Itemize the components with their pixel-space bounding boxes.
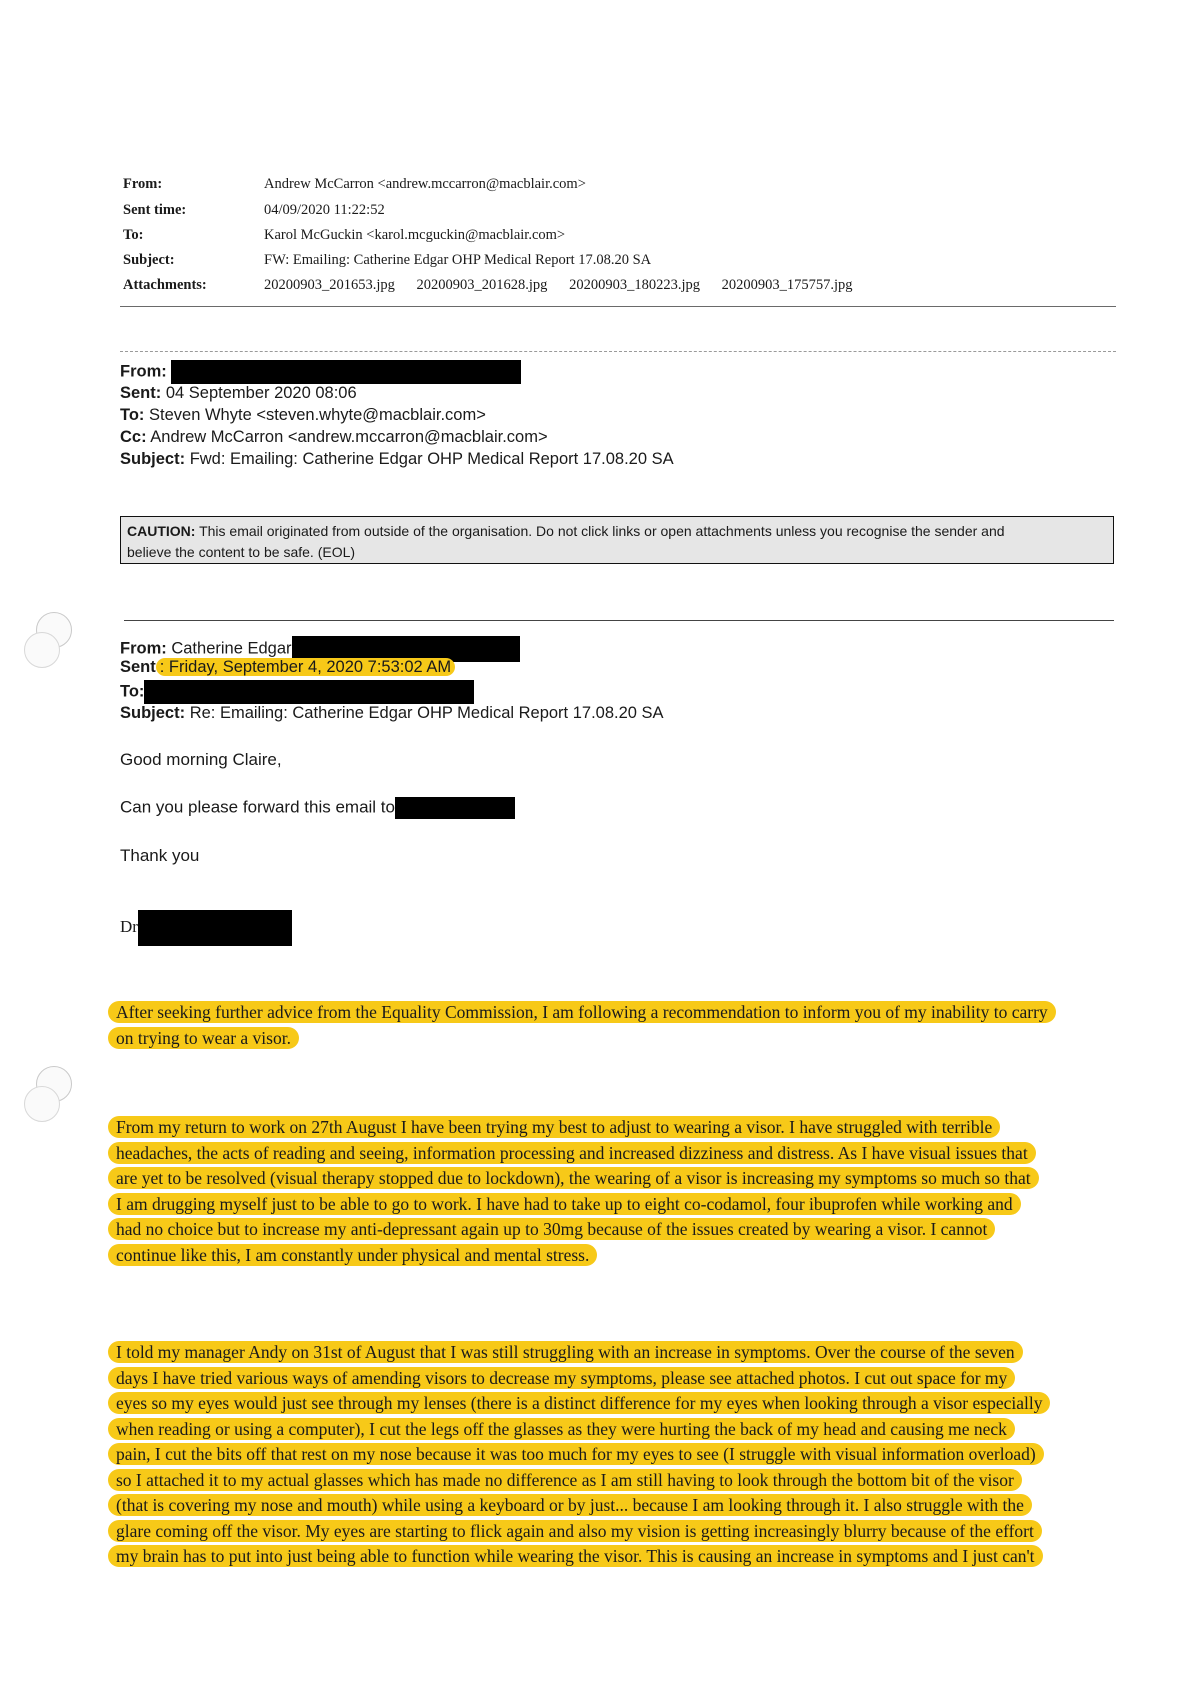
paragraph-line: eyes so my eyes would just see through my lenses (there is a distinct difference for my eyes when looking through a visor especially bbox=[108, 1391, 1128, 1417]
reply-sent-label: Sent bbox=[120, 658, 156, 676]
header-sent-value: 04/09/2020 11:22:52 bbox=[264, 202, 385, 218]
forward-to-label: To: bbox=[120, 406, 145, 424]
attachment-item[interactable]: 20200903_201653.jpg bbox=[264, 277, 395, 293]
header-to-value: Karol McGuckin <karol.mcguckin@macblair.com> bbox=[264, 227, 566, 243]
reply-to-row bbox=[120, 680, 474, 704]
paragraph-line: I am drugging myself just to be able to go to work. I have had to take up to eight co-codamol, four ibuprofen while working and bbox=[108, 1192, 1128, 1218]
header-from-label: From: bbox=[123, 176, 163, 192]
attachment-item[interactable]: 20200903_201628.jpg bbox=[416, 277, 548, 293]
redaction-box bbox=[144, 680, 474, 704]
redaction-box bbox=[395, 797, 515, 819]
punch-hole bbox=[24, 1086, 60, 1122]
highlighted-paragraph bbox=[108, 1000, 1128, 1051]
greeting: Good morning Claire, bbox=[120, 750, 282, 769]
paragraph-line: continue like this, I am constantly under physical and mental stress. bbox=[108, 1243, 1128, 1269]
reply-from-label: From: bbox=[120, 639, 167, 658]
redaction-box bbox=[171, 360, 521, 384]
paragraph-line: are yet to be resolved (visual therapy stopped due to lockdown), the wearing of a visor is increasing my symptoms so much so that bbox=[108, 1166, 1128, 1192]
reply-from-value: Catherine Edgar bbox=[171, 639, 292, 658]
punch-hole bbox=[24, 632, 60, 668]
paragraph-line: pain, I cut the bits off that rest on my nose because it was too much for my eyes to see (I struggle with visual information overload) bbox=[108, 1442, 1128, 1468]
highlighted-paragraph bbox=[108, 1340, 1128, 1570]
forward-subject-label: Subject: bbox=[120, 450, 186, 468]
paragraph-line: From my return to work on 27th August I have been trying my best to adjust to wearing a visor. I have struggled with terrible bbox=[108, 1115, 1128, 1141]
signature-text: Dr bbox=[120, 916, 138, 936]
forward-to-row bbox=[120, 406, 486, 425]
reply-to-label: To: bbox=[120, 682, 145, 701]
divider bbox=[120, 306, 1116, 307]
paragraph-line: when reading or using a computer), I cut the legs off the glasses as they were hurting the back of my head and causing me neck bbox=[108, 1417, 1128, 1443]
forward-cc-value: Andrew McCarron <andrew.mccarron@macblair.com> bbox=[150, 428, 548, 446]
forward-subject-value: Fwd: Emailing: Catherine Edgar OHP Medical Report 17.08.20 SA bbox=[189, 450, 674, 468]
header-sent-label: Sent time: bbox=[123, 202, 187, 218]
redaction-box bbox=[138, 910, 292, 946]
paragraph-line: my brain has to put into just being able to function while wearing the visor. This is causing an increase in symptoms and I just can't bbox=[108, 1544, 1128, 1570]
paragraph-line: days I have tried various ways of amending visors to decrease my symptoms, please see attached photos. I cut out space for my bbox=[108, 1366, 1128, 1392]
header-to-label: To: bbox=[123, 227, 144, 243]
header-attachments-label: Attachments: bbox=[123, 277, 207, 293]
thanks-line: Thank you bbox=[120, 846, 200, 865]
attachment-item[interactable]: 20200903_175757.jpg bbox=[721, 277, 853, 293]
caution-text: This email originated from outside of the organisation. Do not click links or open attachments unless you recognise the sender and bbox=[199, 523, 1005, 539]
divider bbox=[124, 620, 1114, 621]
reply-subject-row bbox=[120, 704, 664, 723]
paragraph-line: glare coming off the visor. My eyes are starting to flick again and also my vision is getting increasingly blurry because of the effort bbox=[108, 1519, 1128, 1545]
reply-sent-row bbox=[120, 658, 455, 677]
paragraph-line: (that is covering my nose and mouth) while using a keyboard or by just... because I am looking through it. I also struggle with the bbox=[108, 1493, 1128, 1519]
request-line bbox=[120, 797, 515, 819]
paragraph-line: After seeking further advice from the Equality Commission, I am following a recommendation to inform you of my inability to carry bbox=[108, 1000, 1128, 1026]
caution-text-2: believe the content to be safe. (EOL) bbox=[127, 544, 356, 560]
forward-cc-row bbox=[120, 428, 548, 447]
forward-sent-row bbox=[120, 384, 357, 403]
attachments-list bbox=[264, 277, 871, 294]
reply-subject-value: Re: Emailing: Catherine Edgar OHP Medical Report 17.08.20 SA bbox=[189, 704, 664, 722]
paragraph-line: headaches, the acts of reading and seeing, information processing and increased dizziness and distress. As I have visual issues that bbox=[108, 1141, 1128, 1167]
signature-line bbox=[120, 910, 292, 946]
paragraph-line: I told my manager Andy on 31st of August that I was still struggling with an increase in symptoms. Over the course of the seven bbox=[108, 1340, 1128, 1366]
header-subject-label: Subject: bbox=[123, 252, 175, 268]
forward-sent-value: 04 September 2020 08:06 bbox=[165, 384, 357, 402]
paragraph-line: had no choice but to increase my anti-depressant again up to 30mg because of the issues created by wearing a visor. I cannot bbox=[108, 1217, 1128, 1243]
forward-cc-label: Cc: bbox=[120, 428, 147, 446]
forward-sent-label: Sent: bbox=[120, 384, 162, 402]
caution-label: CAUTION: bbox=[127, 523, 196, 539]
highlighted-paragraph bbox=[108, 1115, 1128, 1268]
reply-sent-value: : Friday, September 4, 2020 7:53:02 AM bbox=[156, 658, 455, 676]
forward-from-label: From: bbox=[120, 362, 167, 381]
header-from-value: Andrew McCarron <andrew.mccarron@macblair.com> bbox=[264, 176, 586, 192]
forward-subject-row bbox=[120, 450, 674, 469]
caution-banner bbox=[120, 516, 1114, 564]
forward-to-value: Steven Whyte <steven.whyte@macblair.com> bbox=[149, 406, 486, 424]
forward-from-row bbox=[120, 360, 521, 384]
paragraph-line: so I attached it to my actual glasses which has made no difference as I am still having to look through the bottom bit of the visor bbox=[108, 1468, 1128, 1494]
reply-subject-label: Subject: bbox=[120, 704, 186, 722]
attachment-item[interactable]: 20200903_180223.jpg bbox=[569, 277, 700, 293]
header-subject-value: FW: Emailing: Catherine Edgar OHP Medical Report 17.08.20 SA bbox=[264, 252, 652, 268]
divider bbox=[120, 351, 1116, 352]
request-text: Can you please forward this email to bbox=[120, 797, 395, 817]
paragraph-line: on trying to wear a visor. bbox=[108, 1026, 1128, 1052]
